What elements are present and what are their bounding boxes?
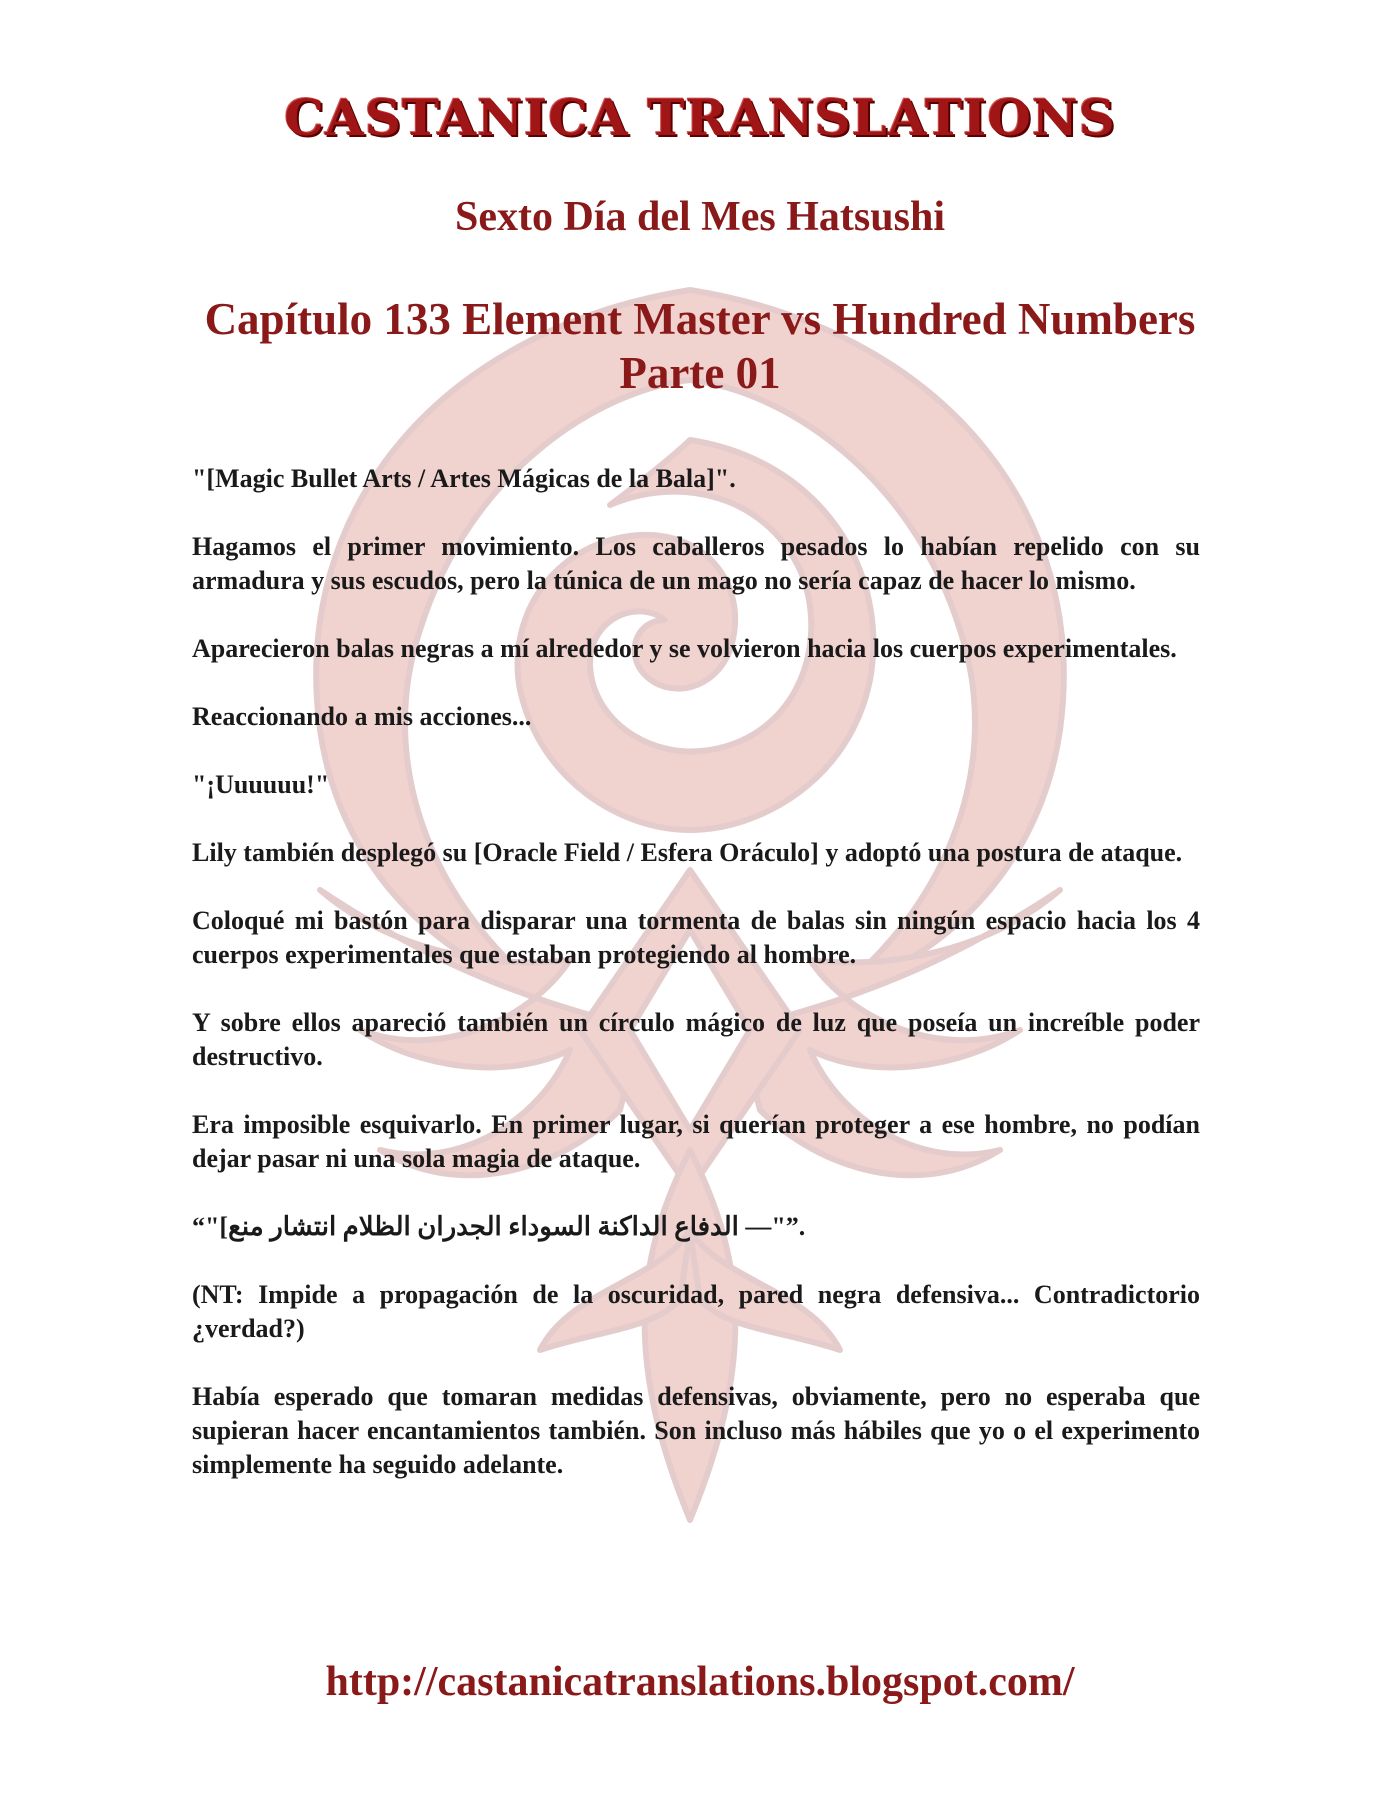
paragraph: "¡Uuuuuu!" (192, 770, 330, 799)
paragraph: Lily también desplegó su [Oracle Field / Esfera Oráculo] y adoptó una postura de ataque. (192, 838, 1183, 867)
paragraph-incantation: “"[الدفاع الداكنة السوداء الجدران الظلام انتشار منع —"”. (192, 1212, 806, 1241)
paragraph-translator-note: (NT: Impide a propagación de la oscuridad, pared negra defensiva... Contradictorio ¿verdad?) (192, 1280, 1200, 1343)
paragraph: Aparecieron balas negras a mí alrededor y se volvieron hacia los cuerpos experimentales. (192, 634, 1177, 663)
paragraph: Y sobre ellos apareció también un círculo mágico de luz que poseía un increíble poder destructivo. (192, 1008, 1200, 1071)
paragraph: Reaccionando a mis acciones... (192, 702, 532, 731)
paragraph: Era imposible esquivarlo. En primer lugar, si querían proteger a ese hombre, no podían dejar pasar ni una sola magia de ataque. (192, 1110, 1200, 1173)
chapter-body (192, 462, 1200, 1516)
paragraph: Coloqué mi bastón para disparar una tormenta de balas sin ningún espacio hacia los 4 cuerpos experimentales que estaban protegiendo al hombre. (192, 906, 1200, 969)
chapter-subtitle: Sexto Día del Mes Hatsushi (454, 194, 945, 240)
chapter-title-line-2: Parte 01 (619, 348, 781, 398)
chapter-title (190, 292, 1210, 400)
paragraph: Había esperado que tomaran medidas defensivas, obviamente, pero no esperaba que supieran hacer encantamientos también. Son incluso más hábiles que yo o el experimento simplemente ha seguido adelante. (192, 1382, 1200, 1479)
chapter-title-line-1: Capítulo 133 Element Master vs Hundred Numbers (204, 294, 1196, 344)
paragraph: Hagamos el primer movimiento. Los caballeros pesados lo habían repelido con su armadura y sus escudos, pero la túnica de un mago no sería capaz de hacer lo mismo. (192, 532, 1200, 595)
paragraph: "[Magic Bullet Arts / Artes Mágicas de la Bala]". (192, 464, 736, 493)
site-title: CASTANICA TRANSLATIONS (284, 88, 1116, 147)
footer-url: http://castanicatranslations.blogspot.com/ (325, 1659, 1075, 1705)
